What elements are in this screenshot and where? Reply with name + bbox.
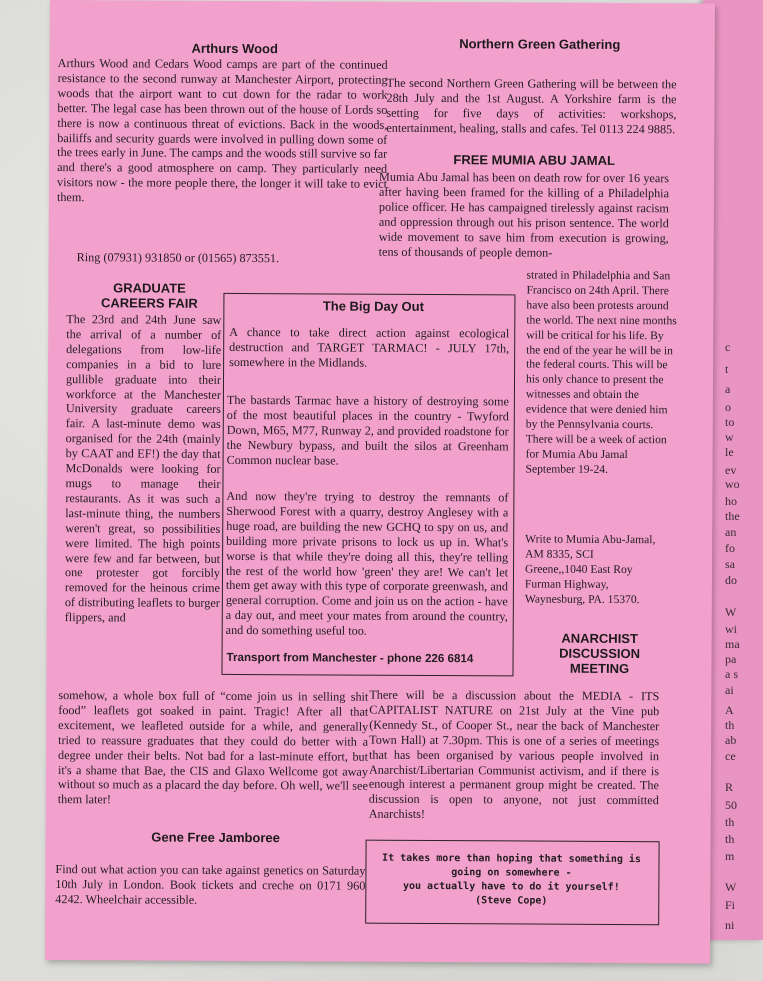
arthurs-wood-phone: Ring (07931) 931850 or (01565) 873551.: [76, 250, 280, 266]
next-page-fragment: 50: [725, 798, 737, 812]
heading-anarchist-discussion-meeting: ANARCHIST DISCUSSION MEETING: [559, 630, 641, 677]
newsletter-page: [45, 0, 715, 963]
next-page-fragment: W: [725, 605, 737, 619]
heading-big-day-out: The Big Day Out: [322, 298, 425, 314]
big-day-out-call-to-action: And now they're trying to destroy the remnants of Sherwood Forest with a quarry, destroy Anglesey with a huge road, are building the new GCHQ to spy on us, and building more private prisons to lock us up in. What's worse is that while they're doing all this, they're telling the rest of the world how 'green' they are! We can't let them get away with this type of corporate greenwash, and general corruption. Come and join us on the action - have a day out, and meet your mates from around the country, and do something useful too.: [225, 488, 509, 638]
heading-free-mumia: FREE MUMIA ABU JAMAL: [453, 152, 615, 168]
graduate-body-wide: somehow, a whole box full of “come join us in selling shit food” leaflets got soaked in paint. Tragic! After all that excitement, we leafleted outside for a while, and generally tried to reassure graduates that they could do better with a degree under their belts. Not bad for a last-minute effort, but it's a shame that Bae, the CIS and Glaxo Wellcome got away without so much as a placard the day before. Oh well, we'll see them later!: [57, 688, 369, 807]
next-page-fragment: R: [725, 780, 734, 794]
heading-graduate-careers-fair: GRADUATE CAREERS FAIR: [100, 280, 198, 311]
next-page-fragment: A: [725, 703, 734, 717]
next-page-fragment: th: [725, 718, 735, 732]
next-page-fragment: ni: [725, 918, 735, 932]
northern-green-body: The second Northern Green Gathering will be between the 28th July and the 1st August. A Yorkshire farm is the setting for five days of activities: workshops, entertainment, healing, stalls and cafes. Tel 0113 224 9885.: [386, 75, 677, 136]
big-day-out-intro: A chance to take direct action against ecological destruction and TARGET TARMAC! - JULY 17th, somewhere in the Midlands.: [229, 324, 510, 370]
next-page-fragment: o: [725, 400, 731, 414]
heading-arthurs-wood: Arthurs Wood: [191, 40, 278, 57]
next-page-fragment: the: [725, 509, 740, 523]
next-page-fragment: th: [725, 832, 735, 846]
heading-gene-free-jamboree: Gene Free Jamboree: [151, 829, 280, 846]
mumia-body-column: strated in Philadelphia and San Francisco on 24th April. There have also been protests around the world. The next nine months will be critical for his life. By the end of the year he will be in the federal courts. This will be his only chance to present the witnesses and obtain the evidence that were denied him by the Pennsylvania courts. There will be a week of action for Mumia Abu Jamal September 19-24.: [525, 268, 677, 476]
next-page-fragment: wo: [725, 477, 740, 491]
next-page-fragment: a s: [725, 667, 738, 681]
next-page-fragment: th: [725, 815, 735, 829]
next-page-fragment: ce: [725, 749, 736, 763]
next-page-fragment: to: [725, 415, 735, 429]
next-page-fragment: a: [725, 382, 731, 396]
next-page-fragment: m: [725, 849, 735, 863]
next-page-fragment: ma: [725, 637, 740, 651]
heading-northern-green-gathering: Northern Green Gathering: [459, 36, 621, 52]
next-page-fragment: pa: [725, 652, 737, 666]
mumia-body: Mumia Abu Jamal has been on death row for over 16 years after having been framed for the killing of a Philadelphia police officer. He has campaigned tirelessly against racism and oppression through out his prison sentence. The world wide movement to save him from execution is growing, tens of thousands of people demon-: [378, 169, 670, 260]
mumia-address: Write to Mumia Abu-Jamal, AM 8335, SCI Greene,,1040 East Roy Furman Highway, Waynesburg, PA. 15370.: [524, 532, 656, 606]
steve-cope-quote: It takes more than hoping that something is going on somewhere - you actually have to do it yourself! (Steve Cope): [382, 852, 641, 907]
anarchist-meeting-body: There will be a discussion about the MEDIA - ITS CAPITALIST NATURE on 21st July at the Vine pub (Kennedy St., of Cooper St., near the back of Manchester Town Hall) at 7.30pm. This is one of a series of meetings that has been organised by various people involved in Anarchist/Libertarian Communist activism, and if there is enough interest a permanent group might be created. The discussion is open to anyone, not just committed Anarchists!: [368, 687, 660, 822]
next-page-fragment: sa: [725, 557, 735, 571]
next-page-fragment: wi: [725, 622, 737, 636]
next-page-fragment: t: [725, 362, 729, 376]
big-day-out-history: The bastards Tarmac have a history of destroying some of the most beautiful places in the country - Twyford Down, M65, M77, Runway 2, and provided roadstone for the Newbury bypass, and built the silos at Greenham Common nuclear base.: [226, 392, 509, 468]
next-page-fragment: do: [725, 573, 737, 587]
graduate-body-column: The 23rd and 24th June saw the arrival of a number of delegations from low-life companies in a bid to lure gullible graduate into their workforce at the Manchester University graduate careers fair. A last-minute demo was organised for the 24th (mainly by CAAT and EF!) the day that McDonalds were looking for mugs to manage their restaurants. As it was such a last-minute thing, the numbers weren't great, so possibilities were limited. The high points were few and far between, but one protester got forcibly removed for the heinous crime of distributing leaflets to burger flippers, and: [64, 312, 222, 625]
next-page-fragment: Fi: [725, 898, 736, 912]
next-page-fragment: fo: [725, 541, 735, 555]
gene-free-body: Find out what action you can take against genetics on Saturday 10th July in London. Book tickets and creche on 0171 960 4242. Wheelchair accessible.: [55, 862, 366, 907]
next-page-fragment: le: [725, 445, 734, 459]
next-page-fragment: ev: [725, 463, 737, 477]
next-page-fragment: ai: [725, 683, 734, 697]
next-page-fragment: c: [725, 340, 731, 354]
next-page-fragment: an: [725, 525, 737, 539]
arthurs-wood-body: Arthurs Wood and Cedars Wood camps are part of the continued resistance to the second runway at Manchester Airport, protecting woods that the airport want to cut down for the radar to work better. The legal case has been thrown out of the house of Lords so there is now a continuous threat of evictions. Back in the woods, bailiffs and security guards were involved in pulling down some of the trees early in June. The camps and the woods still survive so far and there's a good atmosphere on camp. They particularly need visitors now - the more people there, the longer it will take to evict them.: [56, 56, 388, 205]
next-page-fragment: ab: [725, 733, 737, 747]
next-page-fragment: w: [725, 430, 734, 444]
next-page-fragment: W: [725, 880, 737, 894]
big-day-out-transport: Transport from Manchester - phone 226 6814: [226, 650, 474, 666]
next-page-fragment: ho: [725, 494, 737, 508]
